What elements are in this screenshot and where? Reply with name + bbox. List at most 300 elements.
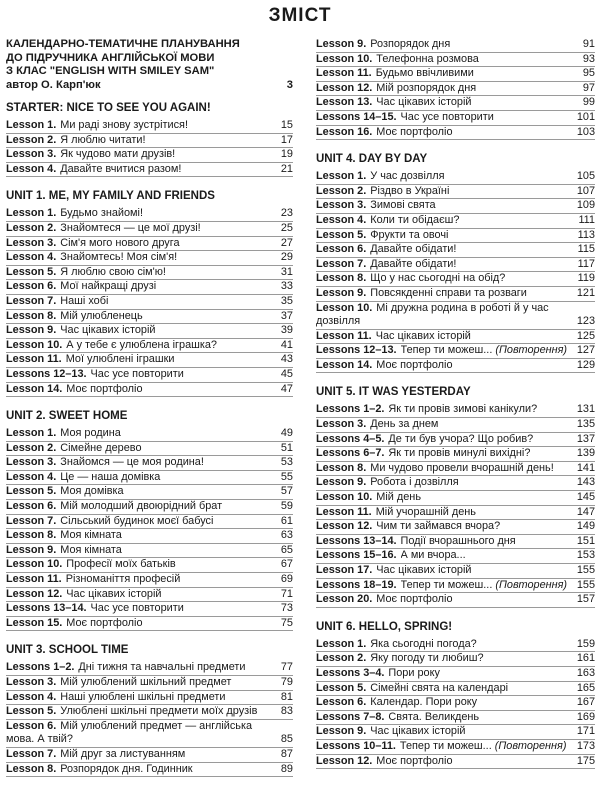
toc-entry[interactable] — [316, 287, 595, 302]
lesson-title — [370, 476, 569, 490]
toc-entry[interactable] — [6, 207, 293, 222]
toc-entry[interactable] — [6, 134, 293, 149]
lesson-title — [66, 353, 267, 367]
toc-entry[interactable] — [6, 763, 293, 778]
toc-entry[interactable] — [6, 324, 293, 339]
lesson-name: Lesson 14. — [6, 382, 63, 395]
lesson-title-text: Сільський будинок моєї бабусі — [60, 514, 214, 527]
lesson-title — [370, 287, 569, 301]
toc-entry[interactable] — [316, 258, 595, 273]
toc-entry[interactable] — [316, 682, 595, 697]
lesson-title-text: Дні тижня та навчальні предмети — [78, 661, 246, 674]
toc-entry[interactable] — [316, 740, 595, 755]
lesson-name: Lesson 7. — [6, 514, 57, 527]
toc-entry[interactable] — [316, 418, 595, 433]
toc-entry[interactable] — [6, 456, 293, 471]
page-number: 117 — [577, 257, 595, 270]
toc-entry[interactable] — [6, 617, 293, 632]
lesson-title — [60, 295, 267, 309]
lesson-title-text: Час цікавих історій — [370, 725, 466, 738]
toc-entry[interactable] — [6, 222, 293, 237]
lesson-name: Lesson 9. — [6, 324, 57, 337]
page-number: 105 — [576, 170, 595, 183]
lesson-title — [66, 573, 267, 587]
lesson-title-text: День за днем — [370, 418, 439, 431]
lesson-name: Lesson 6. — [6, 500, 57, 513]
page-number: 113 — [577, 228, 595, 241]
lesson-title-text: А ми вчора... — [400, 549, 466, 562]
lesson-title — [60, 720, 252, 732]
toc-entry[interactable] — [316, 185, 595, 200]
unit-title: UNIT 2. SWEET HOME — [6, 410, 128, 423]
lesson-title-text: Час цікавих історій — [376, 96, 472, 109]
lesson-name: Lessons 7–8. — [316, 710, 385, 723]
toc-entry[interactable] — [316, 82, 595, 97]
page-number: 55 — [280, 470, 293, 483]
toc-entry[interactable] — [6, 515, 293, 530]
lesson-title-text: Події вчорашнього дня — [400, 534, 516, 547]
page-number: 135 — [576, 418, 595, 431]
page-number: 45 — [280, 367, 293, 380]
lesson-name: Lessons 13–14. — [316, 534, 397, 547]
page-number: 107 — [576, 184, 595, 197]
lesson-name: Lesson 9. — [316, 38, 367, 50]
lesson-title-text: Чим ти займався вчора? — [376, 520, 501, 533]
lesson-title — [66, 588, 267, 602]
toc-entry[interactable] — [316, 462, 595, 477]
toc-entry[interactable] — [316, 170, 595, 185]
lesson-title — [60, 529, 267, 543]
lesson-title-text: Сімейне дерево — [60, 441, 142, 454]
lesson-name: Lesson 17. — [316, 564, 373, 576]
lesson-title — [401, 549, 569, 563]
toc-entry[interactable] — [6, 588, 293, 603]
lesson-name: Lesson 9. — [6, 543, 57, 556]
lesson-note: (Повторення) — [495, 578, 568, 591]
lesson-name: Lesson 7. — [6, 747, 57, 760]
lesson-name: Lesson 1. — [316, 170, 367, 183]
toc-entry[interactable] — [6, 529, 293, 544]
lesson-name: Lesson 10. — [6, 338, 63, 351]
page-number: 103 — [576, 125, 595, 138]
page-number: 87 — [280, 747, 293, 760]
lesson-name: Lesson 2. — [316, 184, 367, 197]
unit-title: UNIT 5. IT WAS YESTERDAY — [316, 386, 471, 399]
toc-entry[interactable] — [6, 661, 293, 676]
page-number: 119 — [577, 272, 595, 285]
unit-title: UNIT 1. ME, MY FAMILY AND FRIENDS — [6, 190, 215, 203]
lesson-title — [60, 148, 267, 162]
lesson-title — [60, 515, 267, 529]
toc-entry[interactable] — [316, 476, 595, 491]
lesson-title-text: Різноманіття професій — [65, 573, 181, 586]
lesson-title-text: Зимові свята — [370, 199, 436, 212]
lesson-title — [370, 243, 569, 257]
lesson-name: Lessons 1–2. — [6, 661, 75, 674]
lesson-name: Lesson 12. — [316, 81, 373, 94]
toc-entry[interactable] — [6, 295, 293, 310]
page-number: 37 — [280, 309, 293, 322]
lesson-title-text: Будьмо ввічливими — [375, 67, 474, 80]
toc-entry[interactable] — [6, 353, 293, 368]
lesson-title-text: Моє портфоліо — [376, 754, 453, 767]
toc-entry[interactable] — [316, 359, 595, 374]
page-number: 75 — [280, 616, 293, 629]
page-number: 169 — [576, 710, 595, 723]
lesson-title — [376, 491, 569, 505]
lesson-title — [370, 652, 569, 666]
lesson-title-text: Тепер ти можеш... — [400, 344, 496, 357]
lesson-name: Lesson 3. — [6, 148, 57, 161]
lesson-title — [370, 696, 569, 710]
lesson-title — [60, 134, 267, 148]
page-number: 161 — [576, 652, 595, 665]
lesson-title — [60, 748, 267, 762]
lesson-title — [60, 705, 267, 719]
page-number: 23 — [280, 207, 293, 220]
page-number: 33 — [280, 280, 293, 293]
page-number: 31 — [280, 265, 293, 278]
lesson-title-text: Як чудово мати друзів! — [60, 148, 176, 161]
page-number: 147 — [576, 505, 595, 518]
lesson-name: Lesson 5. — [6, 485, 57, 498]
unit-title: UNIT 3. SCHOOL TIME — [6, 644, 129, 657]
lesson-name: Lesson 11. — [316, 67, 372, 80]
lesson-name: Lesson 5. — [316, 228, 367, 241]
page-number: 83 — [280, 705, 293, 718]
lesson-name: Lesson 6. — [316, 243, 367, 256]
unit-section — [6, 409, 293, 631]
left-column — [6, 38, 293, 789]
lesson-title — [370, 725, 569, 739]
toc-entry[interactable] — [316, 711, 595, 726]
toc-entry[interactable] — [6, 485, 293, 500]
lesson-title — [376, 330, 569, 344]
lesson-title — [60, 251, 267, 265]
lesson-title — [376, 126, 569, 140]
lesson-title-text: Знайомтесь! Моя сім'я! — [60, 251, 178, 264]
lesson-title-text: Час цікавих історій — [60, 324, 156, 337]
toc-entry[interactable] — [6, 748, 293, 763]
toc-entry[interactable] — [316, 229, 595, 244]
page-number: 19 — [280, 148, 293, 161]
lesson-title-text: Розпорядок дня. Годинник — [60, 762, 193, 775]
lesson-name: Lesson 8. — [316, 272, 367, 285]
toc-entry[interactable] — [6, 368, 293, 383]
toc-entry[interactable] — [6, 148, 293, 163]
lesson-title-text: Я люблю читати! — [60, 133, 146, 146]
unit-section — [316, 385, 595, 607]
page-number: 167 — [576, 696, 595, 709]
page-number: 149 — [576, 520, 595, 533]
lesson-title-text: Моя кімната — [60, 543, 122, 556]
toc-entry[interactable] — [6, 720, 293, 748]
toc-entry-line — [6, 733, 293, 747]
lesson-title-text: Час усе повторити — [90, 367, 184, 380]
toc-entry[interactable] — [6, 339, 293, 354]
lesson-name: Lesson 10. — [316, 52, 373, 65]
lesson-title-text: Де ти був учора? Що робив? — [388, 432, 534, 445]
intro-author: автор О. Карп'юк — [6, 78, 101, 91]
toc-entry[interactable] — [316, 433, 595, 448]
right-units — [316, 38, 595, 769]
lesson-title — [376, 82, 569, 96]
lesson-title-text: Наші хобі — [60, 294, 109, 307]
unit-section — [6, 189, 293, 397]
toc-entry[interactable] — [6, 471, 293, 486]
toc-entry[interactable] — [316, 593, 595, 608]
lesson-name: Lesson 16. — [316, 125, 373, 138]
toc-entry[interactable] — [316, 214, 595, 229]
lesson-title-text: Мій розпорядок дня — [376, 81, 477, 94]
lesson-name: Lesson 12. — [316, 520, 373, 533]
unit-title: STARTER: NICE TO SEE YOU AGAIN! — [6, 102, 211, 114]
lesson-name: Lesson 6. — [6, 719, 57, 732]
lesson-name: Lesson 7. — [6, 294, 57, 307]
toc-entry[interactable] — [6, 251, 293, 266]
page-number: 25 — [280, 221, 293, 234]
page-number: 97 — [582, 81, 595, 94]
lesson-title-text: Повсякденні справи та розваги — [370, 286, 527, 299]
page-number: 21 — [280, 162, 293, 175]
lesson-name: Lesson 1. — [316, 637, 367, 650]
lesson-name: Lessons 4–5. — [316, 432, 385, 445]
page-number: 51 — [280, 441, 293, 454]
lesson-title-text: Знайомтеся — це мої друзі! — [60, 221, 201, 234]
toc-entry[interactable] — [6, 266, 293, 281]
toc-entry[interactable] — [316, 111, 595, 126]
lesson-title-text: Наші улюблені шкільні предмети — [60, 690, 226, 703]
lesson-title-text: Календар. Пори року — [370, 696, 478, 709]
lesson-title — [401, 579, 569, 593]
lesson-title — [370, 214, 569, 228]
toc-entry[interactable] — [316, 302, 595, 330]
toc-entry[interactable] — [316, 652, 595, 667]
toc-entry[interactable] — [316, 243, 595, 258]
toc-entry[interactable] — [6, 544, 293, 559]
lesson-title-text: Моє портфоліо — [376, 358, 453, 371]
toc-entry[interactable] — [6, 442, 293, 457]
page-number: 175 — [576, 754, 595, 767]
page-number: 17 — [280, 133, 293, 146]
lesson-title-text: Мій улюблений предмет — англійська — [60, 719, 253, 732]
page-number: 111 — [578, 213, 595, 226]
page-number: 131 — [576, 403, 595, 416]
lesson-title — [60, 427, 267, 441]
lesson-title — [60, 266, 267, 280]
page-number: 153 — [576, 549, 595, 562]
intro-author-line[interactable] — [6, 79, 293, 93]
unit-title: UNIT 6. HELLO, SPRING! — [316, 620, 453, 633]
toc-entry[interactable] — [6, 602, 293, 617]
lesson-title-text: Час цікавих історій — [66, 587, 162, 600]
toc-entry[interactable] — [6, 280, 293, 295]
lesson-name: Lesson 12. — [6, 587, 63, 600]
lesson-name: Lesson 2. — [6, 221, 57, 234]
toc-entry[interactable] — [316, 667, 595, 682]
toc-entry[interactable] — [6, 310, 293, 325]
toc-entry[interactable] — [316, 53, 595, 68]
lesson-name: Lessons 6–7. — [316, 447, 385, 460]
lesson-title-text: Тепер ти можеш... — [399, 739, 495, 752]
unit-section — [316, 620, 595, 769]
page-number: 63 — [280, 529, 293, 542]
lesson-name: Lesson 13. — [316, 96, 373, 109]
toc-entry[interactable] — [316, 344, 595, 359]
lesson-title — [66, 383, 267, 397]
lesson-title-text: Фрукти та овочі — [370, 228, 449, 241]
toc-entry[interactable] — [316, 67, 595, 82]
lesson-title-text: Будьмо знайомі! — [60, 207, 143, 220]
toc-entry[interactable] — [316, 126, 595, 141]
lesson-title-text: Ми раді знову зустрітися! — [60, 119, 188, 131]
lesson-title — [401, 111, 569, 125]
lesson-name: Lessons 10–11. — [316, 739, 396, 752]
toc-entry[interactable] — [6, 558, 293, 573]
unit-section — [316, 38, 595, 140]
lesson-title-text: Коли ти обідаєш? — [370, 213, 460, 226]
unit-section — [6, 101, 293, 177]
toc-entry[interactable] — [6, 705, 293, 720]
toc-entry[interactable] — [316, 38, 595, 53]
lesson-title — [60, 763, 267, 777]
lesson-title-text: Сім'я мого нового друга — [60, 236, 180, 249]
lesson-title — [376, 53, 569, 67]
lesson-name: Lesson 8. — [6, 309, 57, 322]
toc-entry[interactable] — [316, 491, 595, 506]
toc-entry[interactable] — [316, 96, 595, 111]
toc-entry-line — [316, 315, 595, 329]
toc-entry[interactable] — [316, 272, 595, 287]
lesson-title — [370, 170, 569, 184]
toc-entry[interactable] — [6, 676, 293, 691]
lesson-title — [370, 229, 569, 243]
lesson-title — [60, 691, 267, 705]
page-number: 109 — [576, 199, 595, 212]
lesson-title-text: Пори року — [388, 666, 440, 679]
page-number: 67 — [280, 558, 293, 571]
lesson-title — [370, 638, 569, 652]
page-title: ЗМІСТ — [268, 5, 332, 26]
lesson-title — [60, 500, 267, 514]
lesson-name: Lesson 9. — [316, 286, 367, 299]
page-number: 125 — [576, 329, 595, 342]
toc-entry-line — [6, 720, 293, 734]
page-number: 85 — [280, 733, 293, 746]
toc-entry[interactable] — [6, 573, 293, 588]
lesson-title — [388, 667, 569, 681]
toc-entry[interactable] — [316, 447, 595, 462]
toc-entry[interactable] — [316, 696, 595, 711]
lesson-title-text: Моя домівка — [60, 485, 124, 498]
lesson-title — [66, 339, 267, 353]
unit-title: UNIT 4. DAY BY DAY — [316, 153, 428, 166]
lesson-title — [370, 272, 569, 286]
lesson-title-text: Мій молодший двоюрідний брат — [60, 500, 223, 513]
lesson-title — [376, 67, 569, 81]
toc-entry[interactable] — [6, 500, 293, 515]
lesson-name: Lesson 4. — [6, 470, 57, 483]
lesson-title — [60, 544, 267, 558]
toc-entry[interactable] — [316, 330, 595, 345]
toc-entry[interactable] — [6, 691, 293, 706]
page-number: 29 — [280, 251, 293, 264]
lesson-name: Lesson 5. — [316, 681, 367, 694]
lesson-name: Lesson 5. — [6, 705, 57, 718]
page-number: 145 — [576, 491, 595, 504]
lesson-name: Lesson 12. — [316, 754, 373, 767]
page-number: 141 — [576, 461, 595, 474]
lesson-title-text: Моє портфоліо — [66, 616, 143, 629]
page-number: 73 — [280, 602, 293, 615]
lesson-title — [370, 185, 569, 199]
page-number: 59 — [280, 500, 293, 513]
lesson-title — [376, 755, 569, 769]
lesson-title — [370, 199, 569, 213]
toc-entry[interactable] — [6, 119, 293, 134]
page-number: 95 — [582, 67, 595, 80]
toc-entry[interactable] — [316, 755, 595, 770]
left-units — [6, 101, 293, 777]
lesson-title-text: Давайте вчитися разом! — [60, 162, 182, 175]
page-number: 81 — [280, 690, 293, 703]
lesson-title — [91, 368, 267, 382]
page-number: 101 — [576, 110, 595, 123]
lesson-title-text: Улюблені шкільні предмети моїх друзів — [60, 705, 258, 718]
page-number: 69 — [280, 573, 293, 586]
page-number: 41 — [280, 338, 293, 351]
toc-entry[interactable] — [316, 403, 595, 418]
toc-entry[interactable] — [316, 506, 595, 521]
unit-section — [6, 643, 293, 777]
toc-entry[interactable] — [316, 725, 595, 740]
lesson-name: Lesson 8. — [6, 762, 57, 775]
intro-block — [6, 38, 293, 92]
intro-line: ДО ПІДРУЧНИКА АНГЛІЙСЬКОЇ МОВИ — [6, 51, 215, 64]
toc-entry[interactable] — [6, 163, 293, 178]
lesson-title-text: Давайте обідати! — [370, 257, 457, 270]
lesson-name: Lesson 1. — [6, 207, 57, 220]
lesson-title-continued: мова. А твій? — [6, 733, 73, 746]
page-number: 91 — [582, 38, 595, 50]
lesson-title-text: Розпорядок дня — [370, 38, 451, 50]
toc-entry[interactable] — [6, 237, 293, 252]
page-number: 93 — [582, 52, 595, 65]
page-number: 127 — [576, 344, 595, 357]
lesson-title — [66, 617, 267, 631]
lesson-name: Lessons 15–16. — [316, 549, 397, 562]
toc-entry[interactable] — [6, 427, 293, 442]
toc-entry[interactable] — [316, 638, 595, 653]
lesson-name: Lesson 1. — [6, 427, 57, 440]
toc-entry[interactable] — [316, 564, 595, 579]
lesson-title-text: Тепер ти можеш... — [400, 578, 496, 591]
lesson-name: Lesson 4. — [6, 690, 57, 703]
toc-entry[interactable] — [316, 549, 595, 564]
intro-line: З КЛАС "ENGLISH WITH SMILEY SAM" — [6, 65, 215, 77]
toc-entry[interactable] — [6, 383, 293, 398]
lesson-title-text: А у тебе є улюблена іграшка? — [66, 338, 217, 351]
lesson-name: Lesson 11. — [6, 353, 62, 366]
toc-entry[interactable] — [316, 199, 595, 214]
lesson-title — [60, 310, 267, 324]
toc-entry[interactable] — [316, 579, 595, 594]
toc-entry[interactable] — [316, 535, 595, 550]
lesson-name: Lesson 8. — [6, 529, 57, 542]
toc-entry[interactable] — [316, 520, 595, 535]
lesson-title-text: Яка сьогодні погода? — [370, 637, 477, 650]
lesson-title-text: Знайомся — це моя родина! — [60, 456, 204, 469]
